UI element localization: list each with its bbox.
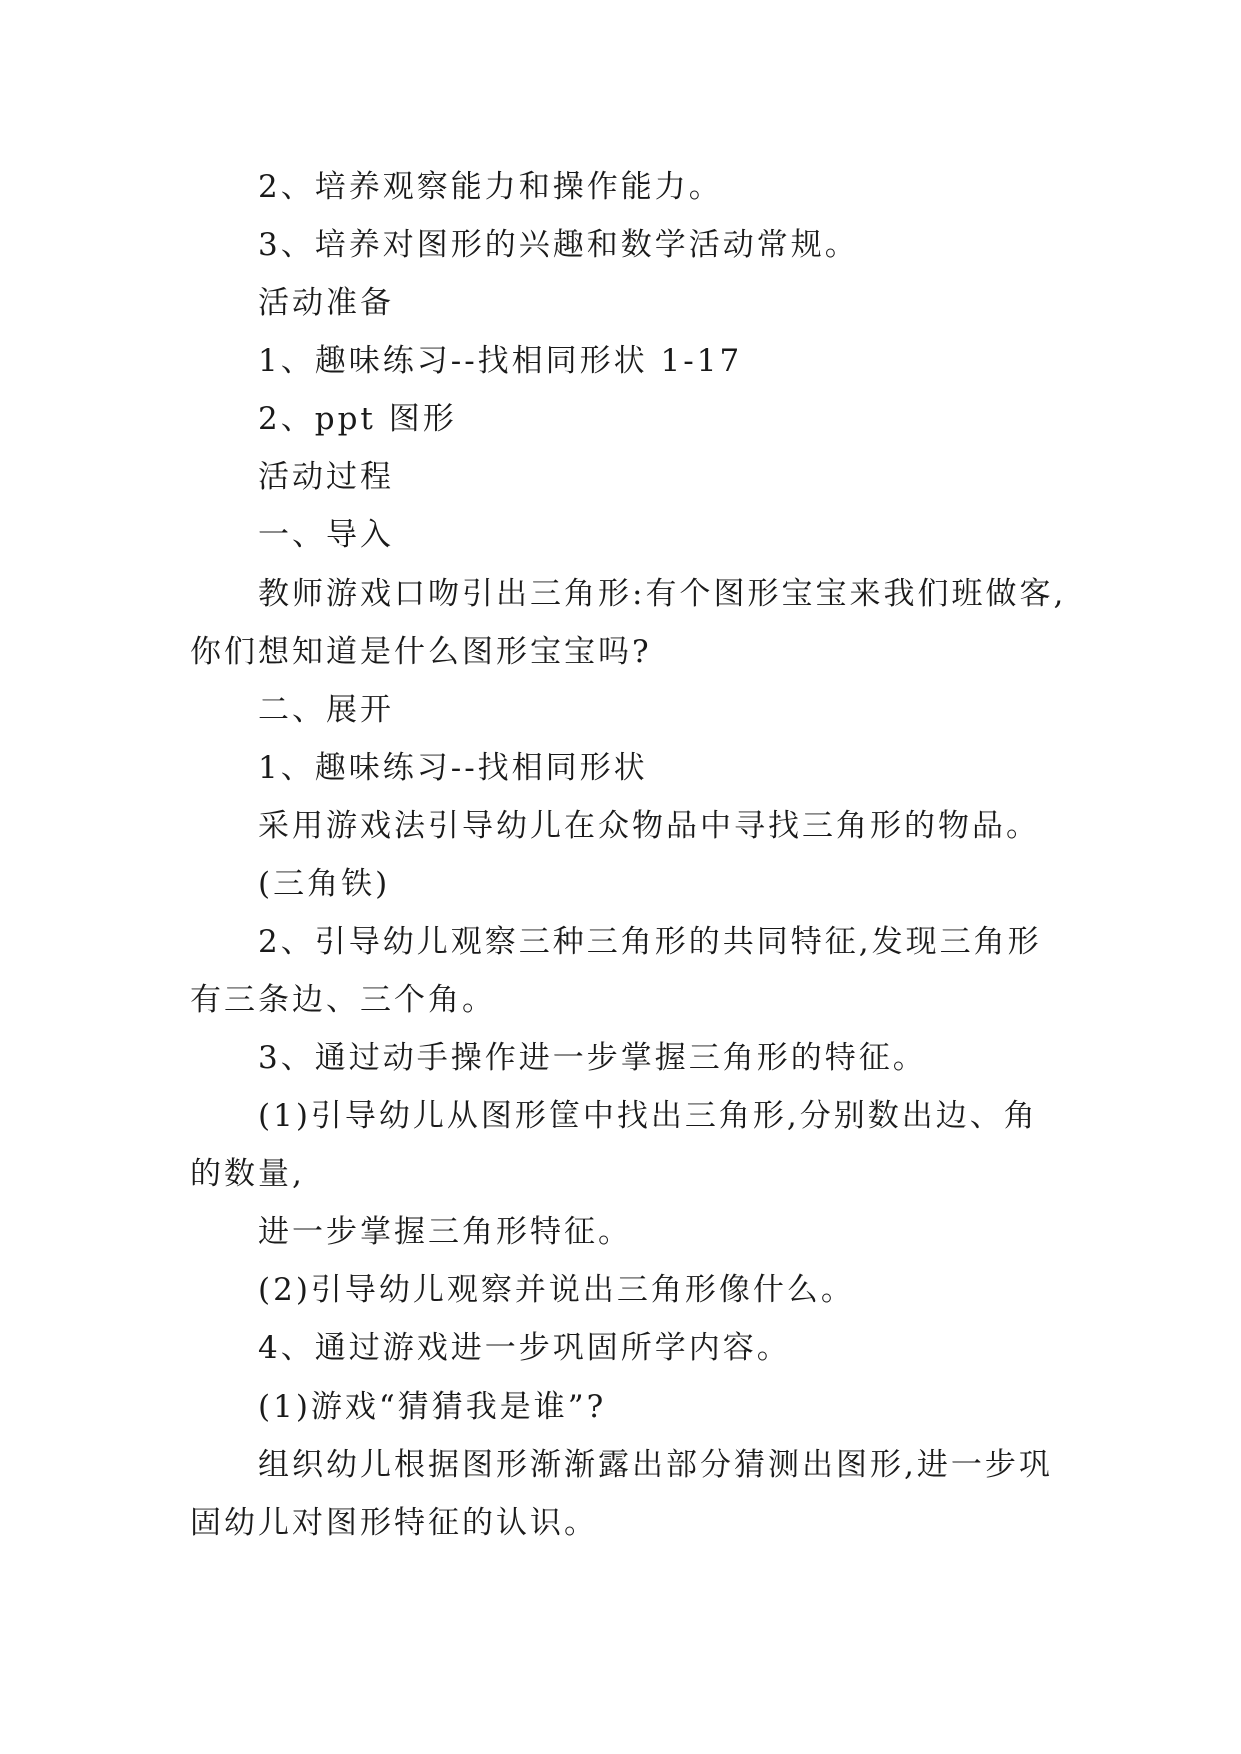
paragraph-line: (1)游戏“猜猜我是谁”? (258, 1389, 607, 1425)
paragraph-line: 教师游戏口吻引出三角形:有个图形宝宝来我们班做客, (258, 576, 1067, 612)
section-heading: 一、导入 (258, 517, 394, 553)
paragraph-line: (三角铁) (258, 866, 391, 902)
paragraph-line: 4、通过游戏进一步巩固所学内容。 (258, 1330, 791, 1366)
paragraph-line: 进一步掌握三角形特征。 (258, 1214, 632, 1250)
section-heading: 二、展开 (258, 692, 394, 728)
paragraph-line: 你们想知道是什么图形宝宝吗? (190, 634, 652, 670)
paragraph-line: 1、趣味练习--找相同形状 (258, 750, 648, 786)
paragraph-line: 有三条边、三个角。 (190, 982, 496, 1018)
paragraph-line: 1、趣味练习--找相同形状 1-17 (258, 343, 743, 379)
paragraph-line: (1)引导幼儿从图形筐中找出三角形,分别数出边、角 (258, 1098, 1038, 1134)
paragraph-line: 2、培养观察能力和操作能力。 (258, 169, 723, 205)
paragraph-line: 3、培养对图形的兴趣和数学活动常规。 (258, 227, 859, 263)
section-heading: 活动过程 (258, 459, 394, 495)
paragraph-line: 采用游戏法引导幼儿在众物品中寻找三角形的物品。 (258, 808, 1040, 844)
paragraph-line: 2、引导幼儿观察三种三角形的共同特征,发现三角形 (258, 924, 1042, 960)
section-heading: 活动准备 (258, 285, 394, 321)
paragraph-line: 组织幼儿根据图形渐渐露出部分猜测出图形,进一步巩 (258, 1447, 1053, 1483)
paragraph-line: 3、通过动手操作进一步掌握三角形的特征。 (258, 1040, 927, 1076)
paragraph-line: 固幼儿对图形特征的认识。 (190, 1505, 598, 1541)
paragraph-line: 的数量, (190, 1156, 305, 1192)
paragraph-line: (2)引导幼儿观察并说出三角形像什么。 (258, 1272, 855, 1308)
paragraph-line: 2、ppt 图形 (258, 401, 457, 437)
